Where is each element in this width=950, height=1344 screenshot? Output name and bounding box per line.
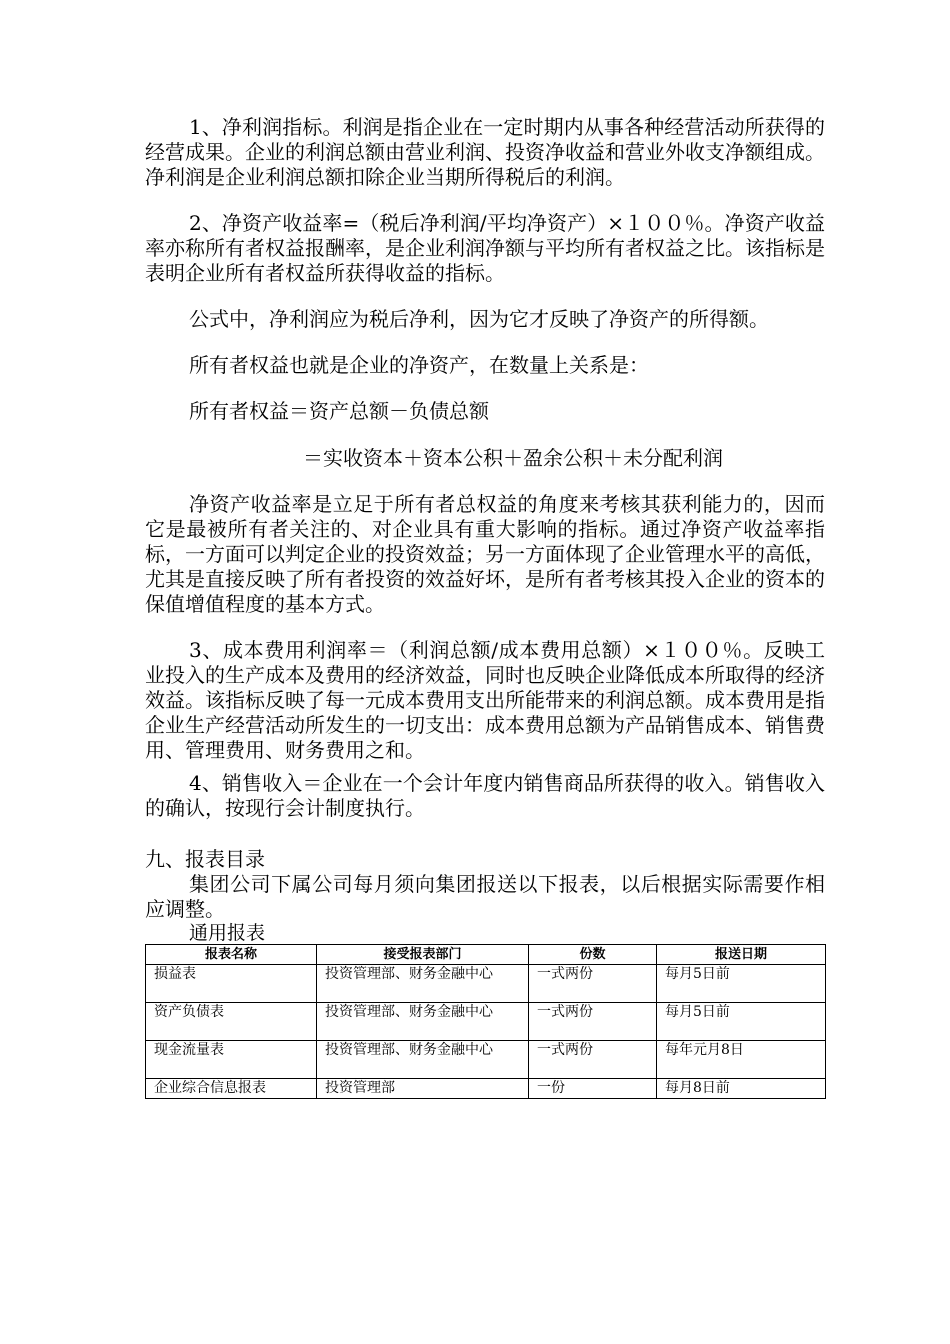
paragraph-formula-note: 公式中，净利润应为税后净利，因为它才反映了净资产的所得额。 (189, 307, 769, 331)
cell-submit-date: 每年元月8日 (657, 1041, 826, 1079)
paragraph-cost-profit-ratio: 3、成本费用利润率＝（利润总额/成本费用总额）×１００％。反映工业投入的生产成本及费用的经济效益，同时也反映企业降低成本所取得的经济效益。该指标反映了每一元成本费用支出所能带来的利润总额。成本费用是指企业生产经营活动所发生的一切支出：成本费用总额为产品销售成本、销售费用、管理费用、财务费用之和。 (145, 638, 825, 762)
table-row (146, 965, 826, 1003)
report-table (145, 944, 826, 1099)
paragraph-report-intro: 集团公司下属公司每月须向集团报送以下报表，以后根据实际需要作相应调整。 (145, 872, 825, 921)
paragraph-sales-revenue: 4、销售收入＝企业在一个会计年度内销售商品所获得的收入。销售收入的确认，按现行会计制度执行。 (145, 771, 825, 820)
cell-submit-date: 每月5日前 (657, 965, 826, 1003)
cell-submit-date: 每月8日前 (657, 1079, 826, 1099)
cell-report-name: 企业综合信息报表 (146, 1079, 317, 1099)
cell-copies: 一式两份 (529, 965, 657, 1003)
cell-copies: 一份 (529, 1079, 657, 1099)
cell-report-name: 损益表 (146, 965, 317, 1003)
paragraph-equity-formula-1: 所有者权益＝资产总额－负债总额 (189, 399, 489, 423)
cell-copies: 一式两份 (529, 1003, 657, 1041)
paragraph-net-profit: 1、净利润指标。利润是指企业在一定时期内从事各种经营活动所获得的经营成果。企业的利润总额由营业利润、投资净收益和营业外收支净额组成。净利润是企业利润总额扣除企业当期所得税后的利润。 (145, 115, 825, 189)
cell-department: 投资管理部、财务金融中心 (317, 965, 529, 1003)
table-row (146, 1041, 826, 1079)
cell-report-name: 资产负债表 (146, 1003, 317, 1041)
paragraph-equity-formula-2: ＝实收资本＋资本公积＋盈余公积＋未分配利润 (303, 446, 723, 470)
header-copies: 份数 (529, 945, 657, 965)
paragraph-roe-explanation: 净资产收益率是立足于所有者总权益的角度来考核其获利能力的，因而它是最被所有者关注的、对企业具有重大影响的指标。通过净资产收益率指标，一方面可以判定企业的投资效益；另一方面体现了企业管理水平的高低，尤其是直接反映了所有者投资的效益好坏，是所有者考核其投入企业的资本的保值增值程度的基本方式。 (145, 492, 825, 616)
table-title: 通用报表 (189, 922, 266, 944)
paragraph-roe-formula: 2、净资产收益率=（税后净利润/平均净资产）×１００％。净资产收益率亦称所有者权益报酬率，是企业利润净额与平均所有者权益之比。该指标是表明企业所有者权益所获得收益的指标。 (145, 211, 825, 285)
header-submit-date: 报送日期 (657, 945, 826, 965)
cell-copies: 一式两份 (529, 1041, 657, 1079)
section-heading: 九、报表目录 (145, 847, 265, 871)
table-row (146, 1079, 826, 1099)
cell-report-name: 现金流量表 (146, 1041, 317, 1079)
cell-department: 投资管理部、财务金融中心 (317, 1003, 529, 1041)
cell-department: 投资管理部、财务金融中心 (317, 1041, 529, 1079)
header-department: 接受报表部门 (317, 945, 529, 965)
table-header-row (146, 945, 826, 965)
paragraph-equity-relation: 所有者权益也就是企业的净资产，在数量上关系是： (189, 353, 649, 377)
cell-submit-date: 每月5日前 (657, 1003, 826, 1041)
table-row (146, 1003, 826, 1041)
header-report-name: 报表名称 (146, 945, 317, 965)
cell-department: 投资管理部 (317, 1079, 529, 1099)
document-page (145, 115, 825, 1099)
